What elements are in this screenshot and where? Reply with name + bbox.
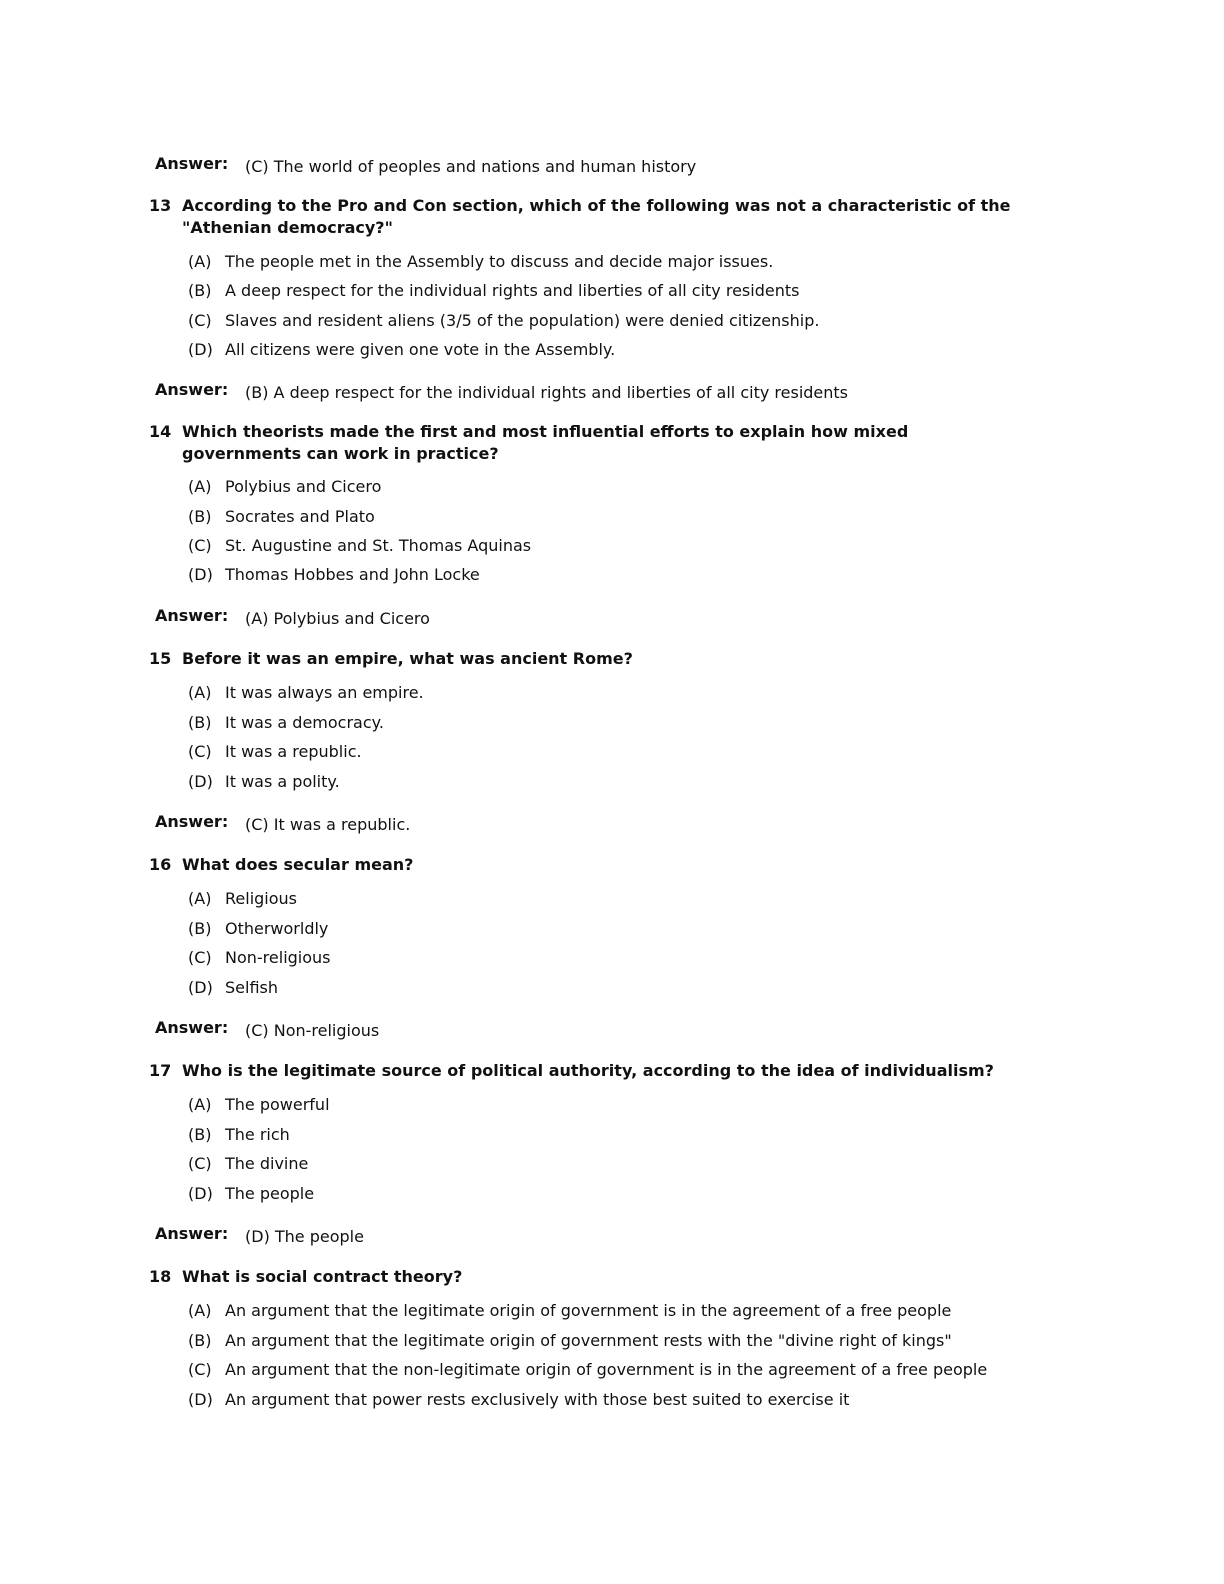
answer-17 xyxy=(155,1224,364,1246)
answer-label: Answer: xyxy=(155,812,229,831)
option-letter: (C) xyxy=(188,311,212,330)
answer-label: Answer: xyxy=(155,1018,229,1037)
question-17 xyxy=(149,1060,1079,1082)
option-text: It was a democracy. xyxy=(225,713,384,732)
option-text: Religious xyxy=(225,889,297,908)
option-text: It was always an empire. xyxy=(225,683,424,702)
option-text: It was a polity. xyxy=(225,772,340,791)
question-text: According to the Pro and Con section, which of the following was not a characteristic of the "Athenian democracy?" xyxy=(182,196,1011,237)
option-text: All citizens were given one vote in the Assembly. xyxy=(225,340,616,359)
question-15 xyxy=(149,648,1079,670)
option-14-a xyxy=(188,477,381,496)
option-17-a xyxy=(188,1095,330,1114)
answer-12 xyxy=(155,154,697,176)
option-letter: (B) xyxy=(188,1331,212,1350)
answer-13 xyxy=(155,380,849,402)
option-letter: (A) xyxy=(188,889,212,908)
option-letter: (A) xyxy=(188,1095,212,1114)
option-15-b xyxy=(188,713,384,732)
option-text: The people met in the Assembly to discuss and decide major issues. xyxy=(225,252,774,271)
answer-label: Answer: xyxy=(155,1224,229,1243)
option-text: An argument that the legitimate origin of government rests with the "divine right of kings" xyxy=(225,1331,952,1350)
option-13-a xyxy=(188,252,773,271)
option-16-d xyxy=(188,978,278,997)
answer-text: (A) Polybius and Cicero xyxy=(245,609,430,628)
option-text: The divine xyxy=(225,1154,309,1173)
option-letter: (D) xyxy=(188,565,213,584)
question-number: 15 xyxy=(149,649,172,668)
option-text: Otherworldly xyxy=(225,919,329,938)
option-letter: (A) xyxy=(188,477,212,496)
option-13-c xyxy=(188,311,819,330)
option-14-d xyxy=(188,565,480,584)
option-letter: (A) xyxy=(188,1301,212,1320)
option-letter: (C) xyxy=(188,948,212,967)
question-text: Who is the legitimate source of political authority, according to the idea of individualism? xyxy=(182,1061,994,1080)
option-18-c xyxy=(188,1360,987,1379)
answer-label: Answer: xyxy=(155,154,229,173)
question-text: Before it was an empire, what was ancient Rome? xyxy=(182,649,633,668)
option-letter: (C) xyxy=(188,1154,212,1173)
option-16-a xyxy=(188,889,297,908)
option-letter: (A) xyxy=(188,683,212,702)
question-text: What is social contract theory? xyxy=(182,1267,463,1286)
option-14-b xyxy=(188,507,375,526)
option-letter: (C) xyxy=(188,1360,212,1379)
option-18-b xyxy=(188,1331,952,1350)
option-letter: (D) xyxy=(188,978,213,997)
option-letter: (B) xyxy=(188,919,212,938)
option-letter: (C) xyxy=(188,536,212,555)
option-text: St. Augustine and St. Thomas Aquinas xyxy=(225,536,532,555)
answer-text: (D) The people xyxy=(245,1227,364,1246)
question-number: 18 xyxy=(149,1267,172,1286)
option-letter: (A) xyxy=(188,252,212,271)
option-letter: (D) xyxy=(188,772,213,791)
option-text: Selfish xyxy=(225,978,278,997)
option-18-d xyxy=(188,1390,849,1409)
option-15-d xyxy=(188,772,340,791)
answer-16 xyxy=(155,1018,380,1040)
option-17-b xyxy=(188,1125,290,1144)
option-text: A deep respect for the individual rights and liberties of all city residents xyxy=(225,281,800,300)
question-text: Which theorists made the first and most influential efforts to explain how mixed governments can work in practice? xyxy=(182,422,909,463)
question-number: 13 xyxy=(149,196,172,215)
option-17-d xyxy=(188,1184,314,1203)
question-14 xyxy=(149,421,1079,465)
option-17-c xyxy=(188,1154,308,1173)
question-13 xyxy=(149,195,1079,239)
option-16-c xyxy=(188,948,331,967)
option-letter: (C) xyxy=(188,742,212,761)
answer-text: (C) The world of peoples and nations and human history xyxy=(245,157,697,176)
option-text: Polybius and Cicero xyxy=(225,477,382,496)
option-letter: (D) xyxy=(188,1390,213,1409)
option-text: Socrates and Plato xyxy=(225,507,375,526)
option-text: Non-religious xyxy=(225,948,331,967)
option-letter: (B) xyxy=(188,1125,212,1144)
option-text: The powerful xyxy=(225,1095,330,1114)
question-16 xyxy=(149,854,1079,876)
answer-text: (C) It was a republic. xyxy=(245,815,411,834)
option-text: The rich xyxy=(225,1125,290,1144)
option-letter: (B) xyxy=(188,713,212,732)
option-13-b xyxy=(188,281,799,300)
answer-text: (C) Non-religious xyxy=(245,1021,380,1040)
answer-14 xyxy=(155,606,430,628)
question-number: 17 xyxy=(149,1061,172,1080)
option-letter: (B) xyxy=(188,281,212,300)
option-18-a xyxy=(188,1301,951,1320)
option-letter: (B) xyxy=(188,507,212,526)
question-18 xyxy=(149,1266,1079,1288)
option-text: Thomas Hobbes and John Locke xyxy=(225,565,480,584)
answer-label: Answer: xyxy=(155,380,229,399)
option-15-a xyxy=(188,683,424,702)
question-number: 14 xyxy=(149,422,172,441)
answer-label: Answer: xyxy=(155,606,229,625)
option-text: Slaves and resident aliens (3/5 of the population) were denied citizenship. xyxy=(225,311,820,330)
question-text: What does secular mean? xyxy=(182,855,414,874)
option-14-c xyxy=(188,536,531,555)
option-text: An argument that the legitimate origin of government is in the agreement of a free people xyxy=(225,1301,952,1320)
option-letter: (D) xyxy=(188,1184,213,1203)
option-13-d xyxy=(188,340,615,359)
option-letter: (D) xyxy=(188,340,213,359)
option-text: The people xyxy=(225,1184,315,1203)
option-text: An argument that the non-legitimate origin of government is in the agreement of a free people xyxy=(225,1360,988,1379)
option-text: An argument that power rests exclusively with those best suited to exercise it xyxy=(225,1390,850,1409)
answer-15 xyxy=(155,812,411,834)
option-16-b xyxy=(188,919,328,938)
answer-text: (B) A deep respect for the individual rights and liberties of all city residents xyxy=(245,383,849,402)
option-15-c xyxy=(188,742,362,761)
question-number: 16 xyxy=(149,855,172,874)
option-text: It was a republic. xyxy=(225,742,362,761)
